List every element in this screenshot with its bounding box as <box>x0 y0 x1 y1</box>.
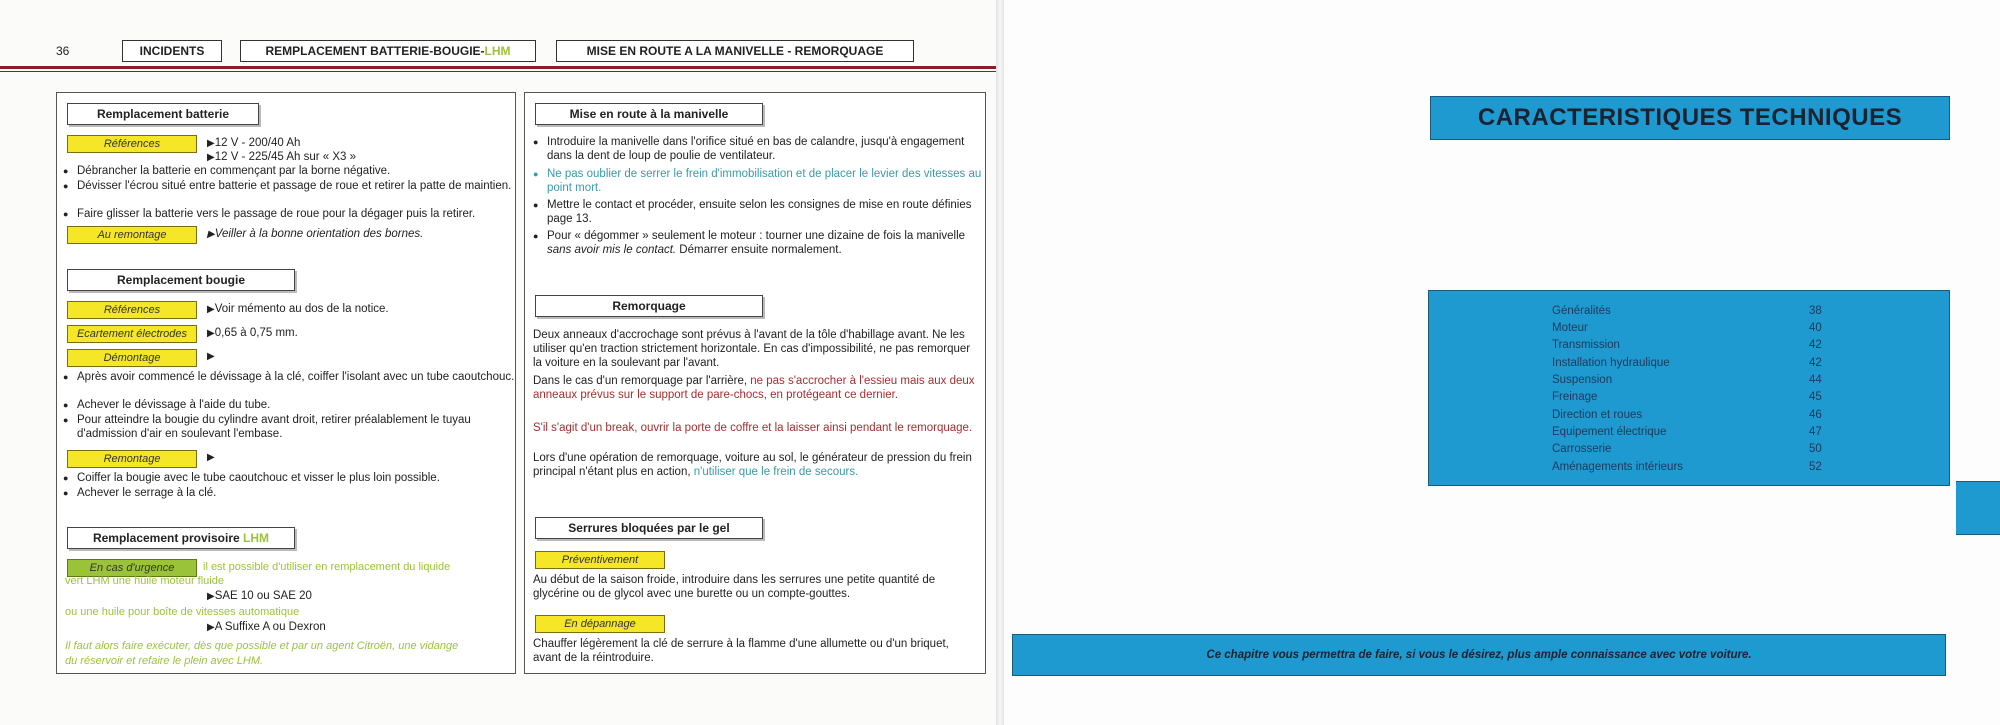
lhm-note-2: du réservoir et refaire le plein avec LHM. <box>65 655 264 667</box>
section-title-batterie: Remplacement batterie <box>67 103 259 125</box>
battery-ref-2: ▶ 12 V - 225/45 Ah sur « X3 » <box>207 150 356 165</box>
tab-remplacement: REMPLACEMENT BATTERIE-BOUGIE-LHM <box>240 40 536 62</box>
locks-dep-text: Chauffer légèrement la clé de serrure à la flamme d'une allumette ou d'un briquet, avant de la réintroduire. <box>533 638 949 664</box>
label-preventivement: Préventivement <box>535 551 665 569</box>
section-title-bougie: Remplacement bougie <box>67 269 295 291</box>
toc-row[interactable]: Installation hydraulique 42 <box>1552 357 1822 369</box>
label-references: Références <box>67 135 197 153</box>
header-rule <box>0 66 1000 69</box>
toc-box <box>1428 290 1950 486</box>
tow-paragraph-2: Dans le cas d'un remorquage par l'arrière, ne pas s'accrocher à l'essieu mais aux deux anneaux prévus sur le support de pare-chocs, en protégeant ce dernier. <box>533 375 975 401</box>
crank-step-3: ● Mettre le contact et procéder, ensuite selon les consignes de mise en route définies page 13. <box>533 198 989 226</box>
battery-step-2: ● Dévisser l'écrou situé entre batterie et passage de roue et retirer la patte de maintien. <box>63 179 517 193</box>
crank-step-4: ● Pour « dégommer » seulement le moteur : tourner une dizaine de fois la manivelle sans avoir mis le contact. Démarrer ensuite normalement. <box>533 229 989 257</box>
crank-step-2: ● Ne pas oublier de serrer le frein d'immobilisation et de placer le levier des vitesses au point mort. <box>533 167 989 195</box>
label-remontage: Remontage <box>67 450 197 468</box>
battery-step-1: ● Débrancher la batterie en commençant par la borne négative. <box>63 164 517 178</box>
plug-step-2: ● Achever le dévissage à l'aide du tube. <box>63 398 517 412</box>
left-column <box>56 92 516 674</box>
lhm-urgence-text: il est possible d'utiliser en remplacement du liquide <box>203 561 451 573</box>
section-title-remorquage: Remorquage <box>535 295 763 317</box>
header-rule-thin <box>0 71 1000 72</box>
chapter-side-tab <box>1956 481 2000 535</box>
toc-row[interactable]: Aménagements intérieurs 52 <box>1552 461 1822 473</box>
right-column <box>524 92 986 674</box>
plug-ref-text: ▶ Voir mémento au dos de la notice. <box>207 302 389 317</box>
toc-row[interactable]: Suspension 44 <box>1552 374 1822 386</box>
lhm-auto-text: ou une huile pour boîte de vitesses automatique <box>65 606 300 618</box>
arrow-icon: ▶ <box>207 452 215 463</box>
plug-step-5: ● Achever le serrage à la clé. <box>63 486 517 500</box>
label-demontage: Démontage <box>67 349 197 367</box>
tab-mise-en-route: MISE EN ROUTE A LA MANIVELLE - REMORQUAGE <box>556 40 914 62</box>
crank-step-1: ● Introduire la manivelle dans l'orifice situé en bas de calandre, jusqu'à engagement dans la dent de loup de poulie de ventilateur. <box>533 135 989 163</box>
lhm-oil-grade: ▶ SAE 10 ou SAE 20 <box>207 589 312 604</box>
plug-gap-text: ▶ 0,65 à 0,75 mm. <box>207 326 298 341</box>
plug-step-1: ● Après avoir commencé le dévissage à la clé, coiffer l'isolant avec un tube caoutchouc. <box>63 370 517 384</box>
book-gutter <box>996 0 1004 725</box>
tow-paragraph-3: S'il s'agit d'un break, ouvrir la porte de coffre et la laisser ainsi pendant le remorquage. <box>533 422 973 434</box>
toc-row[interactable]: Freinage 45 <box>1552 391 1822 403</box>
locks-prev-text: Au début de la saison froide, introduire dans les serrures une petite quantité de glycérine ou de glycol avec une burette ou un compte-gouttes. <box>533 574 936 600</box>
tow-paragraph-1: Deux anneaux d'accrochage sont prévus à l'avant de la tôle d'habillage avant. Ne les utiliser qu'en traction strictement horizontale. En cas d'impossibilité, ne pas remorquer la voiture en la soulevant par l'avant. <box>533 329 971 369</box>
section-title-serrures: Serrures bloquées par le gel <box>535 517 763 539</box>
label-references-bougie: Références <box>67 301 197 319</box>
lhm-note-1: Il faut alors faire exécuter, dès que possible et par un agent Citroën, une vidange <box>65 640 459 652</box>
toc-row[interactable]: Equipement électrique 47 <box>1552 426 1822 438</box>
chapter-title: CARACTERISTIQUES TECHNIQUES <box>1430 96 1950 140</box>
toc-row[interactable]: Moteur 40 <box>1552 322 1822 334</box>
plug-step-3: ● Pour atteindre la bougie du cylindre avant droit, retirer préalablement le tuyau d'admission d'air en soulevant l'embase. <box>63 413 517 441</box>
label-en-depannage: En dépannage <box>535 615 665 633</box>
toc-row[interactable]: Direction et roues 46 <box>1552 409 1822 421</box>
plug-step-4: ● Coiffer la bougie avec le tube caoutchouc et visser le plus loin possible. <box>63 471 517 485</box>
battery-step-3: ● Faire glisser la batterie vers le passage de roue pour la dégager puis la retirer. <box>63 207 517 221</box>
battery-remontage-text: ▶ Veiller à la bonne orientation des bornes. <box>207 227 423 242</box>
label-ecartement: Ecartement électrodes <box>67 325 197 343</box>
page-number: 36 <box>56 44 70 58</box>
arrow-icon: ▶ <box>207 351 215 362</box>
lhm-suffix: ▶ A Suffixe A ou Dexron <box>207 620 326 635</box>
chapter-intro-band: Ce chapitre vous permettra de faire, si vous le désirez, plus ample connaissance avec votre voiture. <box>1012 634 1946 676</box>
section-title-lhm: Remplacement provisoire LHM <box>67 527 295 549</box>
lhm-urgence-text-2: vert LHM une huile moteur fluide <box>65 575 224 587</box>
toc-row[interactable]: Généralités 38 <box>1552 305 1822 317</box>
battery-ref-1: ▶ 12 V - 200/40 Ah <box>207 136 300 151</box>
tab-incidents: INCIDENTS <box>122 40 222 62</box>
label-en-cas-d-urgence: En cas d'urgence <box>67 559 197 577</box>
toc-row[interactable]: Carrosserie 50 <box>1552 443 1822 455</box>
section-title-manivelle: Mise en route à la manivelle <box>535 103 763 125</box>
tow-paragraph-4: Lors d'une opération de remorquage, voiture au sol, le générateur de pression du frein principal n'étant plus en action, n'utiliser que le frein de secours. <box>533 452 972 478</box>
label-au-remontage: Au remontage <box>67 226 197 244</box>
toc-row[interactable]: Transmission 42 <box>1552 339 1822 351</box>
